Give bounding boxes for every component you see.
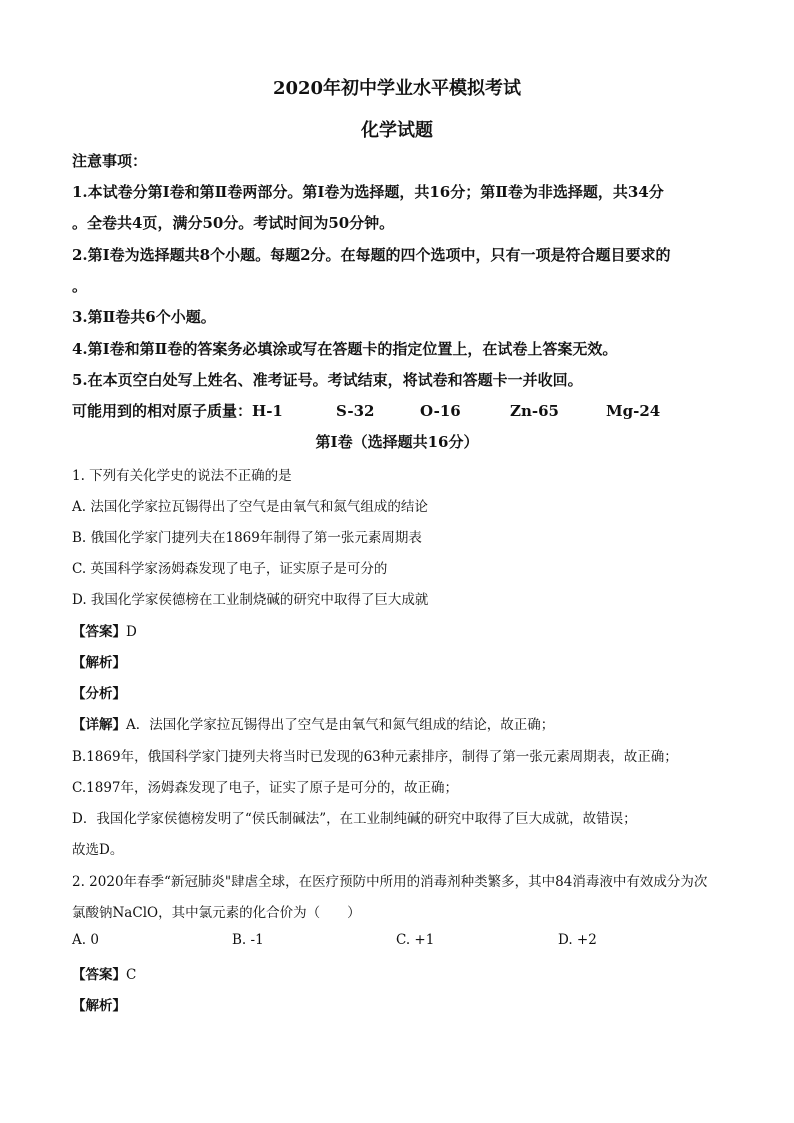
atomic-mass-label: 可能用到的相对原子质量： [72,402,253,420]
option-d: D. +2 [558,932,597,948]
notice-heading: 注意事项： [72,152,148,170]
option-b: B. -1 [232,932,264,948]
notice-line: 1.本试卷分第Ⅰ卷和第Ⅱ卷两部分。第Ⅰ卷为选择题，共16分；第Ⅱ卷为非选择题，共34分 [72,183,664,201]
detail-line [72,713,554,733]
answer-line [72,963,136,983]
detail-line: C.1897年，汤姆森发现了电子，证实了原子是可分的，故正确； [72,780,458,796]
answer-tag: 【答案】 [72,624,126,640]
answer-tag: 【答案】 [72,967,126,983]
notice-line: 3.第Ⅱ卷共6个小题。 [72,308,216,326]
option-c: C. +1 [396,932,435,948]
question-stem: 2. 2020年春季“新冠肺炎"肆虐全球，在医疗预防中所用的消毒剂种类繁多，其中84消毒液中有效成分为次 [72,874,708,890]
question-stem: 氯酸钠NaClO，其中氯元素的化合价为（ ） [72,905,361,921]
option-a: A. 法国化学家拉瓦锡得出了空气是由氧气和氮气组成的结论 [72,499,428,515]
options-row [72,932,722,952]
answer-value: D [126,624,137,640]
atomic-mass-item: H-1 [252,402,283,420]
option-c: C. 英国科学家汤姆森发现了电子，证实原子是可分的 [72,561,388,577]
detail-line: D．我国化学家侯德榜发明了“侯氏制碱法”，在工业制纯碱的研究中取得了巨大成就，故错误； [72,811,637,827]
atomic-mass-item: Zn-65 [510,402,559,420]
detail-tag: 【详解】 [72,717,126,733]
question-stem: 1. 下列有关化学史的说法不正确的是 [72,468,292,484]
detail-line: B.1869年，俄国科学家门捷列夫将当时已发现的63种元素排序，制得了第一张元素周期表，故正确； [72,749,678,765]
analysis-tag: 【解析】 [72,655,126,671]
option-a: A. 0 [72,932,99,948]
detail-line: 故选D。 [72,842,124,858]
page-title: 2020年初中学业水平模拟考试 [272,78,522,99]
detail-text: A．法国化学家拉瓦锡得出了空气是由氧气和氮气组成的结论，故正确； [126,717,555,733]
analysis-tag: 【解析】 [72,998,126,1014]
section-title: 第Ⅰ卷（选择题共16分） [315,433,479,451]
fenxi-tag: 【分析】 [72,686,126,702]
notice-line: 4.第Ⅰ卷和第Ⅱ卷的答案务必填涂或写在答题卡的指定位置上，在试卷上答案无效。 [72,340,618,358]
answer-line [72,620,137,640]
option-b: B. 俄国化学家门捷列夫在1869年制得了第一张元素周期表 [72,530,422,546]
answer-value: C [126,967,137,983]
notice-line: 5.在本页空白处写上姓名、准考证号。考试结束，将试卷和答题卡一并收回。 [72,371,583,389]
atomic-mass-item: Mg-24 [606,402,661,420]
option-d: D. 我国化学家侯德榜在工业制烧碱的研究中取得了巨大成就 [72,592,429,608]
notice-line: 2.第Ⅰ卷为选择题共8个小题。每题2分。在每题的四个选项中，只有一项是符合题目要求的 [72,246,671,264]
notice-line: 。全卷共4页，满分50分。考试时间为50分钟。 [72,214,395,232]
atomic-mass-item: S-32 [336,402,375,420]
atomic-mass-item: O-16 [420,402,461,420]
atomic-mass-line [72,400,660,421]
notice-line: 。 [72,277,88,295]
page-subtitle: 化学试题 [361,120,433,141]
